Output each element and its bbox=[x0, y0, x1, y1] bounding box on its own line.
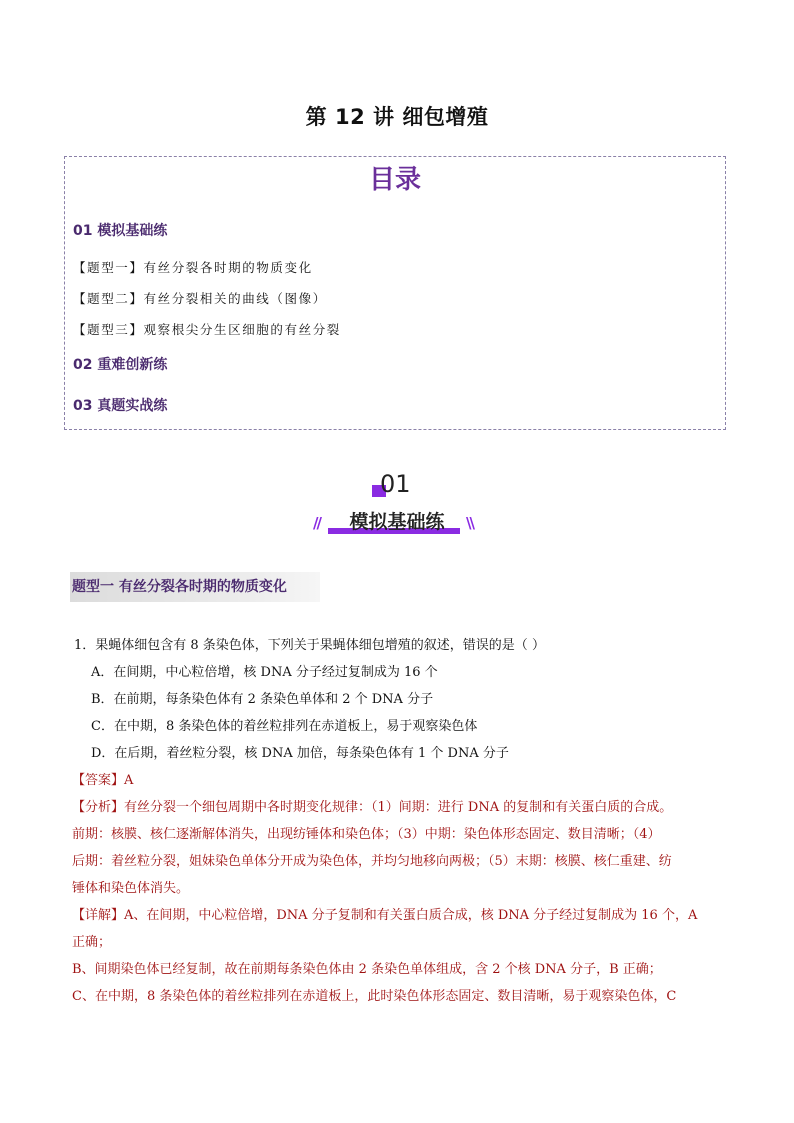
table-of-contents bbox=[64, 156, 726, 430]
detail-line: 正确； bbox=[72, 935, 112, 950]
detail-line: B、间期染色体已经复制，故在前期每条染色体由 2 条染色单体组成，含 2 个核 DNA 分子，B 正确； bbox=[72, 962, 662, 977]
right-slash-decoration: \\ bbox=[466, 514, 473, 532]
toc-subitem-link[interactable]: 【题型二】有丝分裂相关的曲线（图像） bbox=[73, 291, 327, 306]
section-banner-title: 模拟基础练 bbox=[349, 511, 445, 533]
analysis-line: 【分析】有丝分裂一个细包周期中各时期变化规律：（1）间期：进行 DNA 的复制和有关蛋白质的合成。 bbox=[72, 800, 673, 815]
answer-label: 【答案】A bbox=[72, 773, 134, 788]
option-b: B．在前期，每条染色体有 2 条染色单体和 2 个 DNA 分子 bbox=[91, 692, 434, 707]
toc-section-link[interactable]: 02 重难创新练 bbox=[73, 357, 168, 373]
question-stem: 1．果蝇体细包含有 8 条染色体，下列关于果蝇体细包增殖的叙述，错误的是（ ） bbox=[74, 638, 545, 653]
toc-subitem-link[interactable]: 【题型三】观察根尖分生区细胞的有丝分裂 bbox=[73, 322, 341, 337]
toc-section-link[interactable]: 03 真题实战练 bbox=[73, 398, 168, 414]
toc-subitem-link[interactable]: 【题型一】有丝分裂各时期的物质变化 bbox=[73, 260, 313, 275]
option-a: A．在间期，中心粒倍增，核 DNA 分子经过复制成为 16 个 bbox=[91, 665, 438, 680]
toc-heading: 目录 bbox=[368, 165, 421, 195]
option-d: D．在后期，着丝粒分裂，核 DNA 加倍，每条染色体有 1 个 DNA 分子 bbox=[91, 746, 509, 761]
option-c: C．在中期，8 条染色体的着丝粒排列在赤道板上，易于观察染色体 bbox=[91, 719, 478, 734]
toc-section-link[interactable]: 01 模拟基础练 bbox=[73, 223, 168, 239]
analysis-line: 后期：着丝粒分裂，姐妹染色单体分开成为染色体，并均匀地移向两极；（5）末期：核膜、核仁重建、纺 bbox=[72, 854, 672, 869]
section-number: 01 bbox=[380, 470, 411, 498]
detail-line: 【详解】A、在间期，中心粒倍增，DNA 分子复制和有关蛋白质合成，核 DNA 分子经过复制成为 16 个，A bbox=[72, 908, 698, 923]
detail-line: C、在中期，8 条染色体的着丝粒排列在赤道板上，此时染色体形态固定、数目清晰，易于观察染色体，C bbox=[72, 989, 677, 1004]
analysis-line: 前期：核膜、核仁逐渐解体消失，出现纺锤体和染色体；（3）中期：染色体形态固定、数目清晰；（4） bbox=[72, 827, 661, 842]
left-slash-decoration: // bbox=[313, 514, 320, 532]
question-type-label: 题型一 有丝分裂各时期的物质变化 bbox=[70, 572, 320, 602]
analysis-line: 锤体和染色体消失。 bbox=[72, 881, 190, 896]
page-title: 第 12 讲 细包增殖 bbox=[305, 105, 489, 129]
